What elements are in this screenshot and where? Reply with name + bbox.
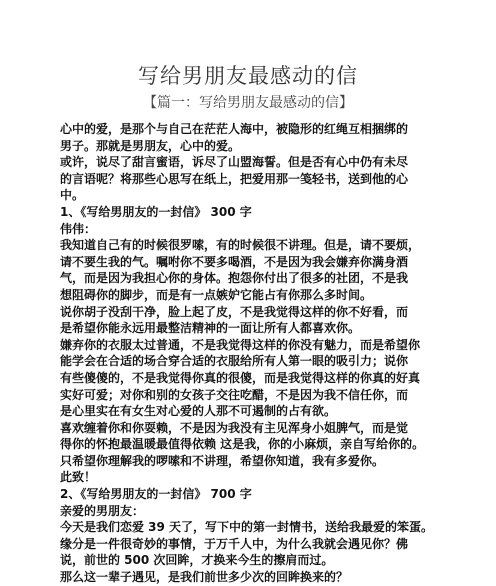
text-line: 1、《写给男朋友的一封信》 300 字 xyxy=(60,204,252,219)
text-line: 中。 xyxy=(60,188,85,203)
text-line: 是希望你能永远用最整洁精神的一面让所有人都喜欢你。 xyxy=(60,321,361,336)
text-line: 今天是我们恋爱 39 天了，写下中的第一封情书，送给我最爱的笨蛋。 xyxy=(60,520,434,535)
text-line: 是心里实在有女生对心爱的人那不可遏制的占有欲。 xyxy=(60,404,337,419)
text-line: 请不要生我的气。嘱咐你不要多喝酒，不是因为我会嫌弃你满身酒 xyxy=(60,254,409,269)
text-line: 得你的怀抱最温暖最值得依赖 这是我，你的小麻烦，亲自写给你的。 xyxy=(60,437,425,452)
text-line: 喜欢缠着你和你耍赖，不是因为我没有主见浑身小姐脾气，而是觉 xyxy=(60,420,409,435)
text-line: 此致！ xyxy=(60,470,97,485)
document-body xyxy=(60,121,484,586)
text-line: 那么这一辈子遇见，是我们前世多少次的回眸换来的？ xyxy=(60,570,349,585)
text-line: 亲爱的男朋友： xyxy=(60,503,145,518)
text-line: 想阻碍你的脚步，而是有一点嫉妒它能占有你那么多时间。 xyxy=(60,287,373,302)
text-line: 的言语呢？将那些心思写在纸上，把爱用那一笺轻书，送到他的心 xyxy=(60,171,409,186)
text-line: 有些傻傻的，不是我觉得你真的很傻，而是我觉得这样的你真的好真 xyxy=(60,370,421,385)
document-title: 写给男朋友最感动的信 xyxy=(138,64,358,88)
text-line: 只希望你理解我的啰嗦和不讲理，希望你知道，我有多爱你。 xyxy=(60,453,385,468)
text-line: 我知道自己有的时候很罗嗦，有的时候很不讲理。但是，请不要烦， xyxy=(60,238,421,253)
text-line: 气，而是因为我担心你的身体。抱怨你付出了很多的社团，不是我 xyxy=(60,271,409,286)
text-line: 心中的爱，是那个与自己在茫茫人海中，被隐形的红绳互相捆绑的 xyxy=(60,122,409,136)
text-line: 能学会在合适的场合穿合适的衣服给所有人第一眼的吸引力；说你 xyxy=(60,354,409,369)
text-line: 或许，说尽了甜言蜜语，诉尽了山盟海誓。但是否有心中仍有未尽 xyxy=(60,155,409,170)
text-line: 缘分是一件很奇妙的事情，于万千人中，为什么我就会遇见你？佛 xyxy=(60,536,409,551)
text-line: 说你胡子没刮干净，脸上起了皮，不是我觉得这样的你不好看，而 xyxy=(60,304,409,319)
document-subtitle: 【篇一：写给男朋友最感动的信】 xyxy=(143,95,353,111)
text-line: 实好可爱；对你和别的女孩子交往吃醋，不是因为我不信任你，而 xyxy=(60,387,409,402)
text-line: 说，前世的 500 次回眸，才换来今生的擦肩而过。 xyxy=(60,553,334,568)
text-line: 嫌弃你的衣服太过普通，不是我觉得这样的你没有魅力，而是希望你 xyxy=(60,337,421,352)
text-line: 男子。那就是男朋友，心中的爱。 xyxy=(60,138,241,153)
text-line: 伟伟： xyxy=(60,221,97,236)
text-line: 2、《写给男朋友的一封信》 700 字 xyxy=(60,487,252,502)
